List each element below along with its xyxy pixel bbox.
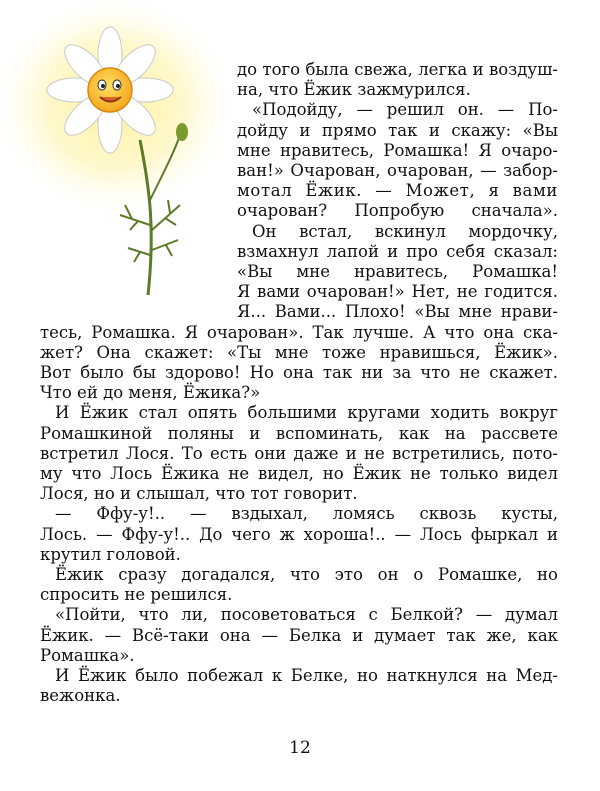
text-line: жет? Она скажет: «Ты мне тоже нравишься, Ёжик». <box>40 342 558 362</box>
text-line: Я... Вами... Плохо! «Вы мне нрави- <box>237 302 558 322</box>
text-line: мне нравитесь, Ромашка! Я очаро- <box>237 140 558 160</box>
text-line: спросить не решился. <box>40 585 233 605</box>
page-number: 12 <box>289 738 311 758</box>
text-line: тесь, Ромашка. Я очарован». Так лучше. А что она ска- <box>40 322 558 342</box>
text-line: Ромашка». <box>40 645 135 665</box>
text-line: ван!» Очарован, очарован, — забор- <box>237 161 558 180</box>
text-line: Ромашкиной поляны и вспоминать, как на рассвете <box>40 423 558 443</box>
text-line: до того была свежа, легка и воздуш- <box>237 60 558 79</box>
text-line: вежонка. <box>40 686 121 706</box>
text-line: «Подойду, — решил он. — По- <box>252 100 558 120</box>
text-line: на, что Ёжик зажмурился. <box>237 80 471 100</box>
text-line: И Ёжик стал опять большими кругами ходить вокруг <box>55 403 558 423</box>
text-line: крутил головой. <box>40 544 181 564</box>
text-line: Лось. — Ффу-у!.. До чего ж хороша!.. — Лось фыркал и <box>40 524 558 544</box>
text-line: Вот было бы здорово! Но она так ни за что не скажет. <box>40 363 558 382</box>
text-line: Ёжик сразу догадался, что это он о Ромашке, но <box>55 565 558 584</box>
text-line: дойду и прямо так и скажу: «Вы <box>237 120 558 140</box>
text-line: взмахнул лапой и про себя сказал: <box>237 241 558 261</box>
text-line: му что Лось Ёжика не видел, но Ёжик не только видел <box>40 464 558 483</box>
text-line: встретил Лося. То есть они даже и не встретились, пото- <box>40 443 558 463</box>
text-line: — Ффу-у!.. — вздыхал, ломясь сквозь кусты, <box>55 504 558 524</box>
text-line: мотал Ёжик. — Может, я вами <box>237 181 558 201</box>
text-line: очарован? Попробую сначала». <box>237 201 558 221</box>
text-line: Он встал, вскинул мордочку, <box>252 221 558 241</box>
text-line: Я вами очарован!» Нет, не годится. <box>237 282 558 302</box>
text-line: «Вы мне нравитесь, Ромашка! <box>237 262 558 281</box>
text-line: И Ёжик было побежал к Белке, но наткнулся на Мед- <box>55 666 558 685</box>
text-line: Ёжик. — Всё-таки она — Белка и думает так же, как <box>40 625 558 645</box>
text-line: Что ей до меня, Ёжика?» <box>40 383 261 403</box>
text-line: «Пойти, что ли, посоветоваться с Белкой? — думал <box>55 605 558 625</box>
text-line: Лося, но и слышал, что тот говорит. <box>40 484 358 504</box>
